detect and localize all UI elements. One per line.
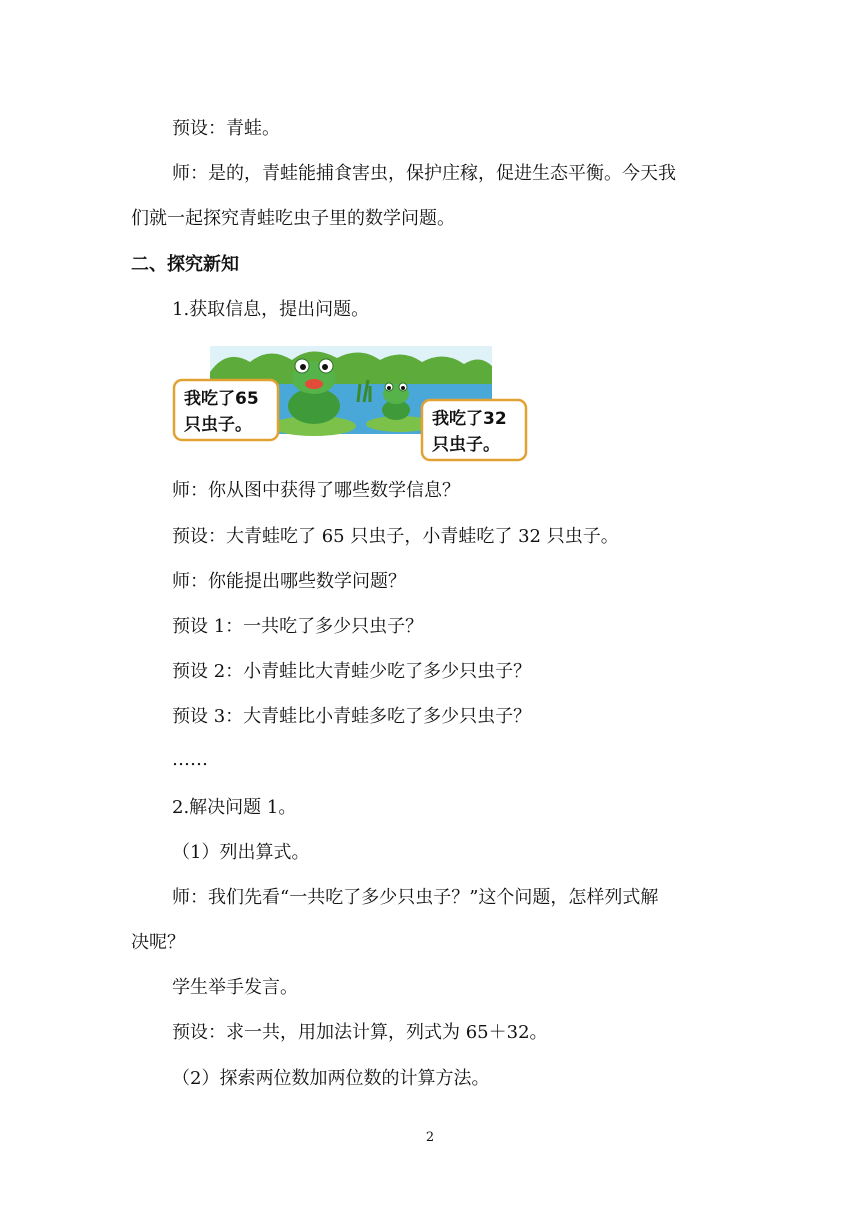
paragraph-line: 预设 1：一共吃了多少只虫子？ [172,616,424,637]
paragraph-line: 师：你从图中获得了哪些数学信息？ [172,480,460,501]
paragraph-line: 师：我们先看“一共吃了多少只虫子？”这个问题，怎样列式解 [172,887,659,908]
paragraph-line: 2.解决问题 1。 [172,797,297,818]
bubble-left-line1: 我吃了65 [184,389,259,409]
paragraph-line: 1.获取信息，提出问题。 [172,299,370,320]
page-number: 2 [425,1130,435,1145]
paragraph-line: 学生举手发言。 [172,977,298,998]
paragraph-line: 师：是的，青蛙能捕食害虫，保护庄稼，促进生态平衡。今天我 [172,163,676,184]
speech-bubble-left [174,380,278,440]
paragraph-line: 们就一起探究青蛙吃虫子里的数学问题。 [131,208,455,229]
bubble-right-line2: 只虫子。 [432,435,500,455]
section-heading: 二、探究新知 [131,254,239,275]
paragraph-line: 预设：求一共，用加法计算，列式为 65＋32。 [172,1022,548,1043]
paragraph-line: 决呢？ [131,932,185,953]
bubble-left-line2: 只虫子。 [184,415,252,435]
bubble-right-line1: 我吃了32 [432,409,507,429]
paragraph-line: 师：你能提出哪些数学问题？ [172,571,406,592]
paragraph-line: （2）探索两位数加两位数的计算方法。 [172,1068,490,1089]
paragraph-line: 预设：青蛙。 [172,118,280,139]
frog-illustration [172,344,528,464]
ellipsis-line: …… [172,749,208,770]
paragraph-line: 预设：大青蛙吃了 65 只虫子，小青蛙吃了 32 只虫子。 [172,526,619,547]
paragraph-line: 预设 2：小青蛙比大青蛙少吃了多少只虫子？ [172,661,532,682]
speech-bubble-right [422,400,526,460]
paragraph-line: （1）列出算式。 [172,842,310,863]
paragraph-line: 预设 3：大青蛙比小青蛙多吃了多少只虫子？ [172,706,532,727]
